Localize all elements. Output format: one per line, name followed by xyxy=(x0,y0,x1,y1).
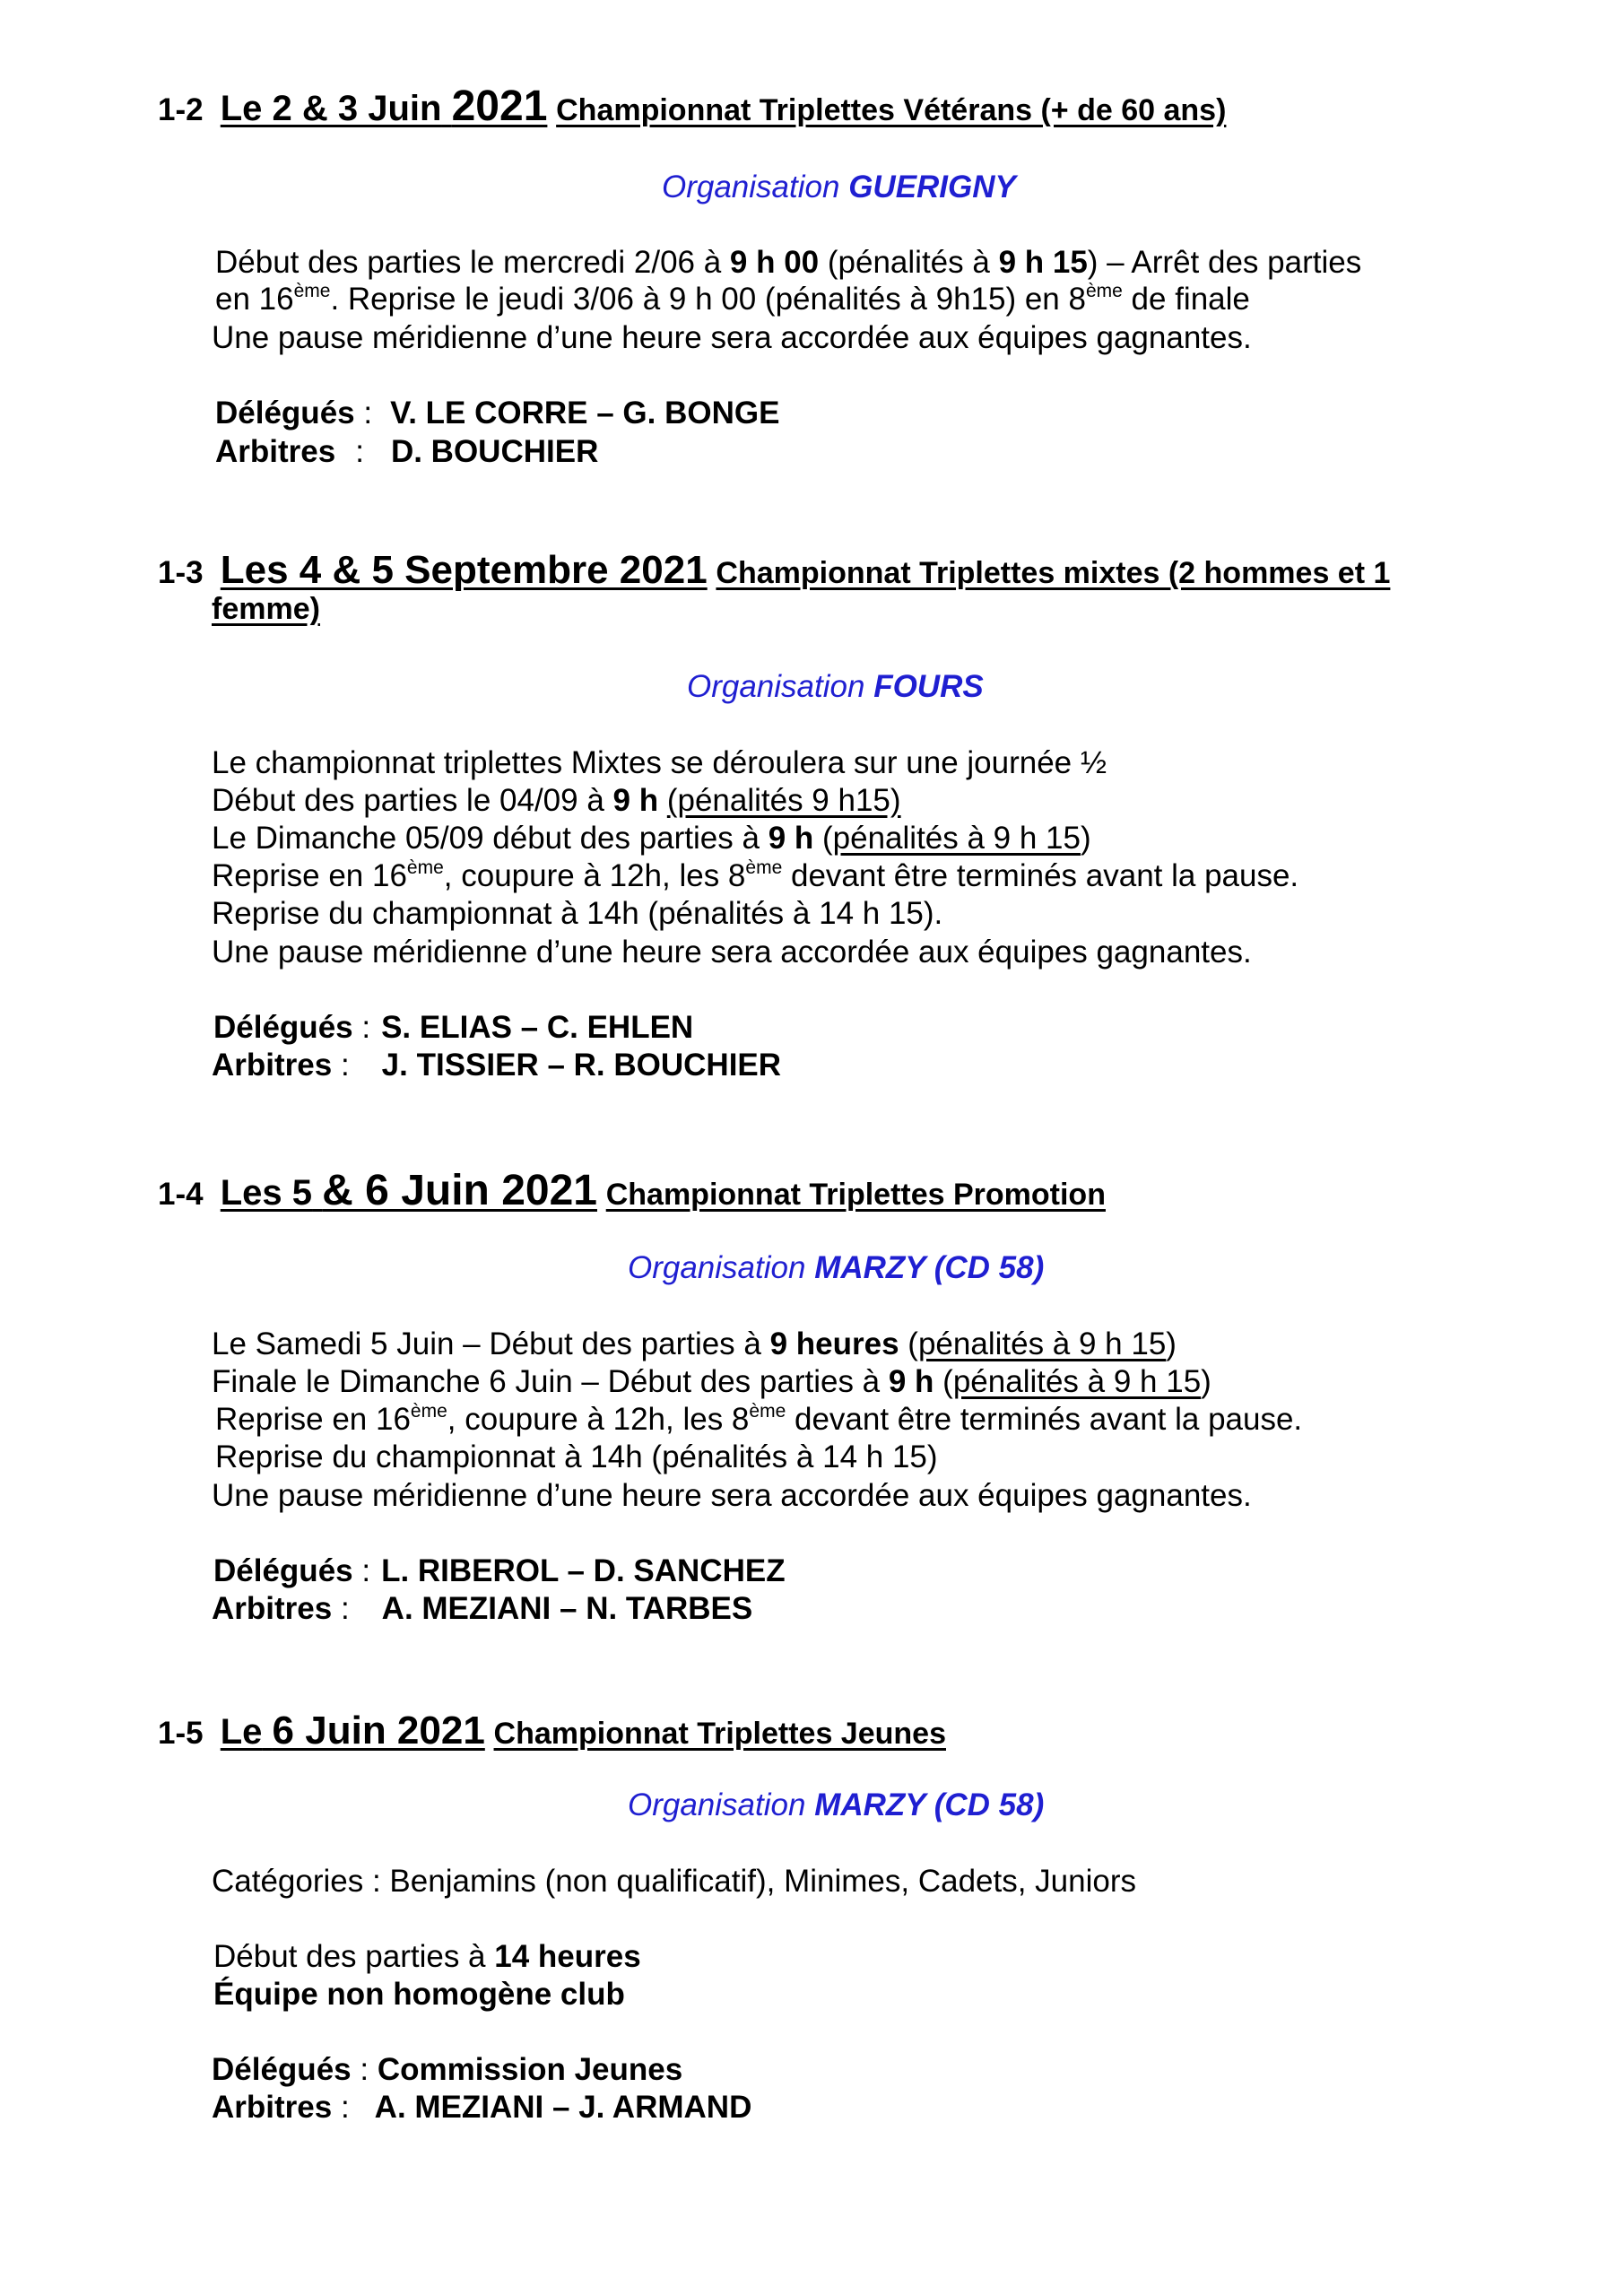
section-date xyxy=(220,1167,597,1214)
arbitres-label: Arbitres xyxy=(212,2090,333,2125)
organisation xyxy=(628,1789,1044,1821)
organisation-label: Organisation xyxy=(662,170,840,204)
text-line xyxy=(213,1941,641,1972)
text: ( xyxy=(813,821,833,856)
text: de finale xyxy=(1122,282,1250,317)
delegues-line xyxy=(213,1555,786,1587)
section-heading xyxy=(158,1711,946,1751)
organisation-label: Organisation xyxy=(628,1250,806,1285)
penalty-text: pénalités à 9 h 15 xyxy=(917,1326,1167,1361)
section-date xyxy=(220,1709,485,1752)
superscript: ème xyxy=(1085,281,1123,301)
text-line: Le championnat triplettes Mixtes se déroulera sur une journée ½ xyxy=(212,745,1107,780)
section-number: 1-5 xyxy=(158,1716,204,1751)
text: Début des parties le 04/09 à xyxy=(212,783,613,818)
text-line xyxy=(215,1401,1303,1437)
delegues-label: Délégués xyxy=(213,1010,353,1045)
delegues-line xyxy=(213,1012,693,1043)
penalty-text: pénalités à 9 h 15 xyxy=(832,821,1081,856)
section-date xyxy=(220,83,548,130)
superscript: ème xyxy=(410,1401,447,1422)
text: (pénalités à xyxy=(819,245,999,280)
date-text: Le 2 & 3 Juin xyxy=(220,89,442,128)
text: ) xyxy=(1166,1326,1177,1361)
time: 14 heures xyxy=(494,1939,641,1974)
section-heading-continued xyxy=(212,594,320,624)
separator: : xyxy=(352,1010,371,1045)
delegues-line xyxy=(215,397,779,429)
section-title: Championnat Triplettes Promotion xyxy=(605,1178,1106,1212)
section-heading xyxy=(158,85,1226,128)
delegues-label: Délégués xyxy=(212,2052,352,2087)
section-title: Championnat Triplettes Jeunes xyxy=(493,1717,946,1751)
text: Début des parties le mercredi 2/06 à xyxy=(215,245,730,280)
arbitres-line xyxy=(212,1049,781,1081)
text: Reprise en 16 xyxy=(212,858,407,893)
superscript: ème xyxy=(749,1401,786,1422)
text: ) xyxy=(1201,1364,1211,1399)
delegues-label: Délégués xyxy=(213,1553,353,1588)
date-text: Le xyxy=(220,1712,263,1752)
time: 9 h xyxy=(768,821,814,856)
arbitres-names: A. MEZIANI – N. TARBES xyxy=(381,1591,753,1626)
penalty-text: pénalités à 9 h 15 xyxy=(952,1364,1202,1399)
text-line: Reprise du championnat à 14h (pénalités à 14 h 15). xyxy=(212,896,943,931)
arbitres-line xyxy=(215,436,598,467)
text: devant être terminés avant la pause. xyxy=(786,1402,1303,1437)
section-date: Les 4 & 5 Septembre 2021 xyxy=(220,548,708,592)
section-title-cont: femme) xyxy=(212,592,320,626)
section-title: Championnat Triplettes mixtes (2 hommes et 1 xyxy=(716,556,1391,590)
section-number: 1-3 xyxy=(158,555,204,590)
section-title: Championnat Triplettes Vétérans (+ de 60 ans) xyxy=(556,93,1227,127)
text: Le Dimanche 05/09 début des parties à xyxy=(212,821,769,856)
text-line: Reprise du championnat à 14h (pénalités à 14 h 15) xyxy=(215,1439,938,1474)
text-line: Une pause méridienne d’une heure sera accordée aux équipes gagnantes. xyxy=(212,320,1252,355)
text-line xyxy=(212,1328,1177,1360)
superscript: ème xyxy=(293,281,331,301)
organisation-name: MARZY (CD 58) xyxy=(814,1250,1045,1285)
penalty-text: (pénalités 9 h15) xyxy=(666,783,901,818)
separator: : xyxy=(351,2052,378,2087)
text: Le Samedi 5 Juin – Début des parties à xyxy=(212,1326,770,1361)
arbitres-line xyxy=(212,2092,751,2123)
separator: : xyxy=(332,2090,350,2125)
text: ) – Arrêt des parties xyxy=(1087,245,1362,280)
delegues-names: Commission Jeunes xyxy=(377,2052,683,2087)
text-line: Équipe non homogène club xyxy=(213,1977,625,2012)
text-line xyxy=(212,1366,1211,1397)
time: 9 h 00 xyxy=(729,245,820,280)
organisation-name: GUERIGNY xyxy=(848,170,1016,204)
text-line: Catégories : Benjamins (non qualificatif), Minimes, Cadets, Juniors xyxy=(212,1864,1136,1899)
text: Finale le Dimanche 6 Juin – Début des parties à xyxy=(212,1364,889,1399)
time: 9 h xyxy=(888,1364,934,1399)
arbitres-label: Arbitres xyxy=(212,1591,333,1626)
delegues-label: Délégués xyxy=(215,396,355,430)
organisation xyxy=(687,671,984,702)
date-text-large: & 6 Juin 2021 xyxy=(322,1167,597,1214)
date-year: 2021 xyxy=(451,83,548,130)
text xyxy=(658,783,667,818)
text-line: Une pause méridienne d’une heure sera accordée aux équipes gagnantes. xyxy=(212,1478,1252,1513)
superscript: ème xyxy=(745,857,783,878)
arbitres-line xyxy=(212,1593,752,1624)
text: en 16 xyxy=(215,282,294,317)
text-line xyxy=(212,822,1091,854)
text: devant être terminés avant la pause. xyxy=(782,858,1299,893)
organisation xyxy=(628,1252,1044,1283)
time: 9 heures xyxy=(769,1326,899,1361)
text-line xyxy=(212,785,901,816)
text-line: Une pause méridienne d’une heure sera accordée aux équipes gagnantes. xyxy=(212,935,1252,970)
text: ( xyxy=(934,1364,953,1399)
arbitres-names: D. BOUCHIER xyxy=(390,434,599,469)
delegues-names: S. ELIAS – C. EHLEN xyxy=(381,1010,694,1045)
date-text: Les 5 xyxy=(220,1173,313,1213)
separator: : xyxy=(355,434,364,469)
separator: : xyxy=(352,1553,371,1588)
delegues-line xyxy=(212,2054,682,2085)
superscript: ème xyxy=(406,857,444,878)
delegues-names: L. RIBEROL – D. SANCHEZ xyxy=(381,1553,786,1588)
organisation-name: MARZY (CD 58) xyxy=(814,1787,1045,1822)
separator: : xyxy=(354,396,373,430)
separator: : xyxy=(332,1591,350,1626)
organisation-name: FOURS xyxy=(873,669,984,704)
text: ( xyxy=(899,1326,918,1361)
separator: : xyxy=(332,1048,350,1083)
text: Reprise en 16 xyxy=(215,1402,411,1437)
section-number: 1-2 xyxy=(158,92,204,127)
date-text-large: 6 Juin 2021 xyxy=(272,1709,485,1752)
text: , coupure à 12h, les 8 xyxy=(443,858,746,893)
time: 9 h xyxy=(612,783,659,818)
section-heading xyxy=(158,1167,1106,1214)
time: 9 h 15 xyxy=(998,245,1088,280)
text-line xyxy=(215,283,1250,315)
text: Début des parties à xyxy=(213,1939,495,1974)
section-number: 1-4 xyxy=(158,1177,204,1212)
arbitres-names: J. TISSIER – R. BOUCHIER xyxy=(381,1048,782,1083)
organisation-label: Organisation xyxy=(687,669,865,704)
organisation xyxy=(662,171,1016,203)
organisation-label: Organisation xyxy=(628,1787,806,1822)
text: ) xyxy=(1080,821,1091,856)
arbitres-label: Arbitres xyxy=(215,434,336,469)
text-line xyxy=(215,247,1361,278)
delegues-names: V. LE CORRE – G. BONGE xyxy=(390,396,780,430)
arbitres-label: Arbitres xyxy=(212,1048,333,1083)
text: , coupure à 12h, les 8 xyxy=(447,1402,750,1437)
text: . Reprise le jeudi 3/06 à 9 h 00 (pénalités à 9h15) en 8 xyxy=(330,282,1086,317)
section-heading xyxy=(158,548,1391,592)
text-line xyxy=(212,857,1299,893)
arbitres-names: A. MEZIANI – J. ARMAND xyxy=(374,2090,752,2125)
